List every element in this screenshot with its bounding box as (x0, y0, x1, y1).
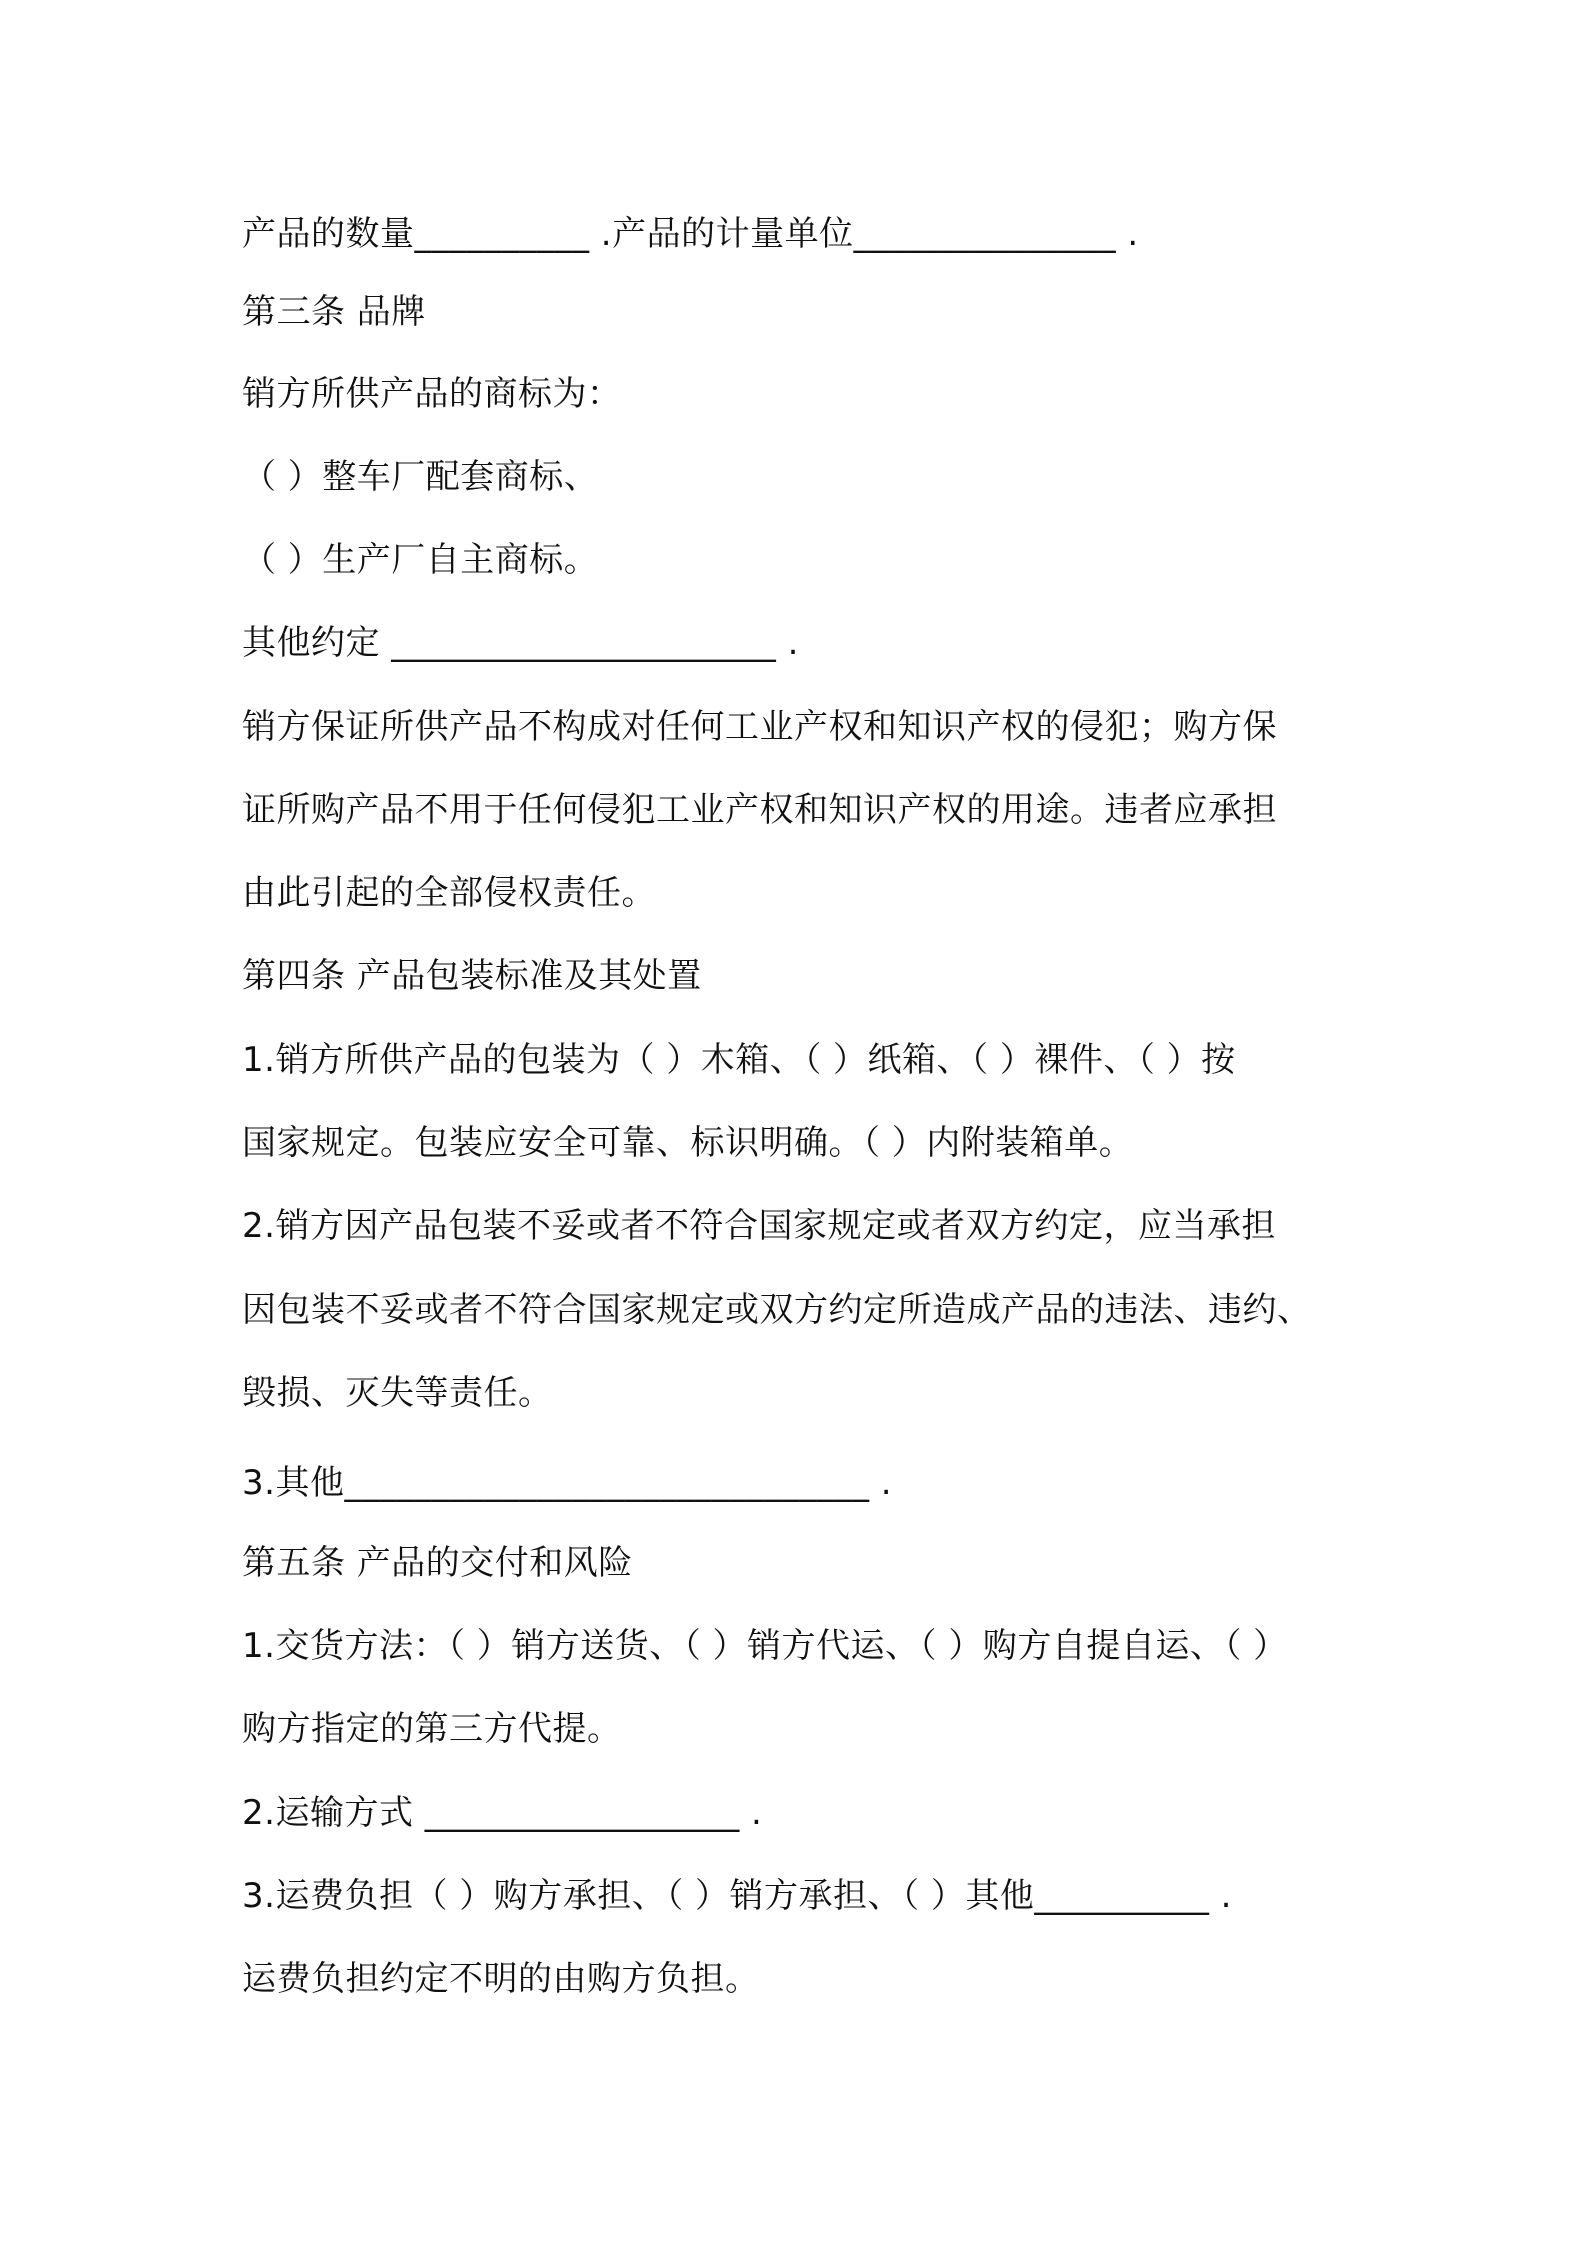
text-line: 3.其他______________________________ . (242, 1463, 893, 1503)
text-line: 购方指定的第三方代提。 (242, 1709, 622, 1749)
text-line: 其他约定 ______________________ . (242, 623, 799, 663)
text-line: 因包装不妥或者不符合国家规定或双方约定所造成产品的违法、违约、 (242, 1290, 1312, 1330)
text-line: 由此引起的全部侵权责任。 (242, 873, 656, 913)
text-line: 运费负担约定不明的由购方负担。 (242, 1959, 760, 1999)
section-heading: 第四条 产品包装标准及其处置 (242, 956, 702, 996)
text-line: 2.运输方式 __________________ . (242, 1793, 763, 1833)
section-heading: 第三条 品牌 (242, 292, 426, 332)
text-line: 证所购产品不用于任何侵犯工业产权和知识产权的用途。违者应承担 (242, 790, 1277, 830)
text-line: 2.销方因产品包装不妥或者不符合国家规定或者双方约定，应当承担 (242, 1206, 1276, 1246)
option-line: （ ）生产厂自主商标。 (242, 540, 599, 580)
text-line: 3.运费负担（ ）购方承担、（ ）销方承担、（ ）其他__________ . (242, 1876, 1232, 1916)
text-line: 毁损、灭失等责任。 (242, 1373, 553, 1413)
text-line: 1.交货方法：（ ）销方送货、（ ）销方代运、（ ）购方自提自运、（ ） (242, 1626, 1288, 1666)
option-line: （ ）整车厂配套商标、 (242, 457, 599, 497)
section-heading: 第五条 产品的交付和风险 (242, 1543, 633, 1583)
text-line: 国家规定。包装应安全可靠、标识明确。（ ）内附装箱单。 (242, 1123, 1134, 1163)
text-line: 销方保证所供产品不构成对任何工业产权和知识产权的侵犯；购方保 (242, 707, 1277, 747)
text-line: 销方所供产品的商标为： (242, 374, 622, 414)
text-line: 1.销方所供产品的包装为（ ）木箱、（ ）纸箱、（ ）裸件、（ ）按 (242, 1040, 1236, 1080)
text-line: 产品的数量__________ .产品的计量单位_______________ . (242, 214, 1139, 254)
